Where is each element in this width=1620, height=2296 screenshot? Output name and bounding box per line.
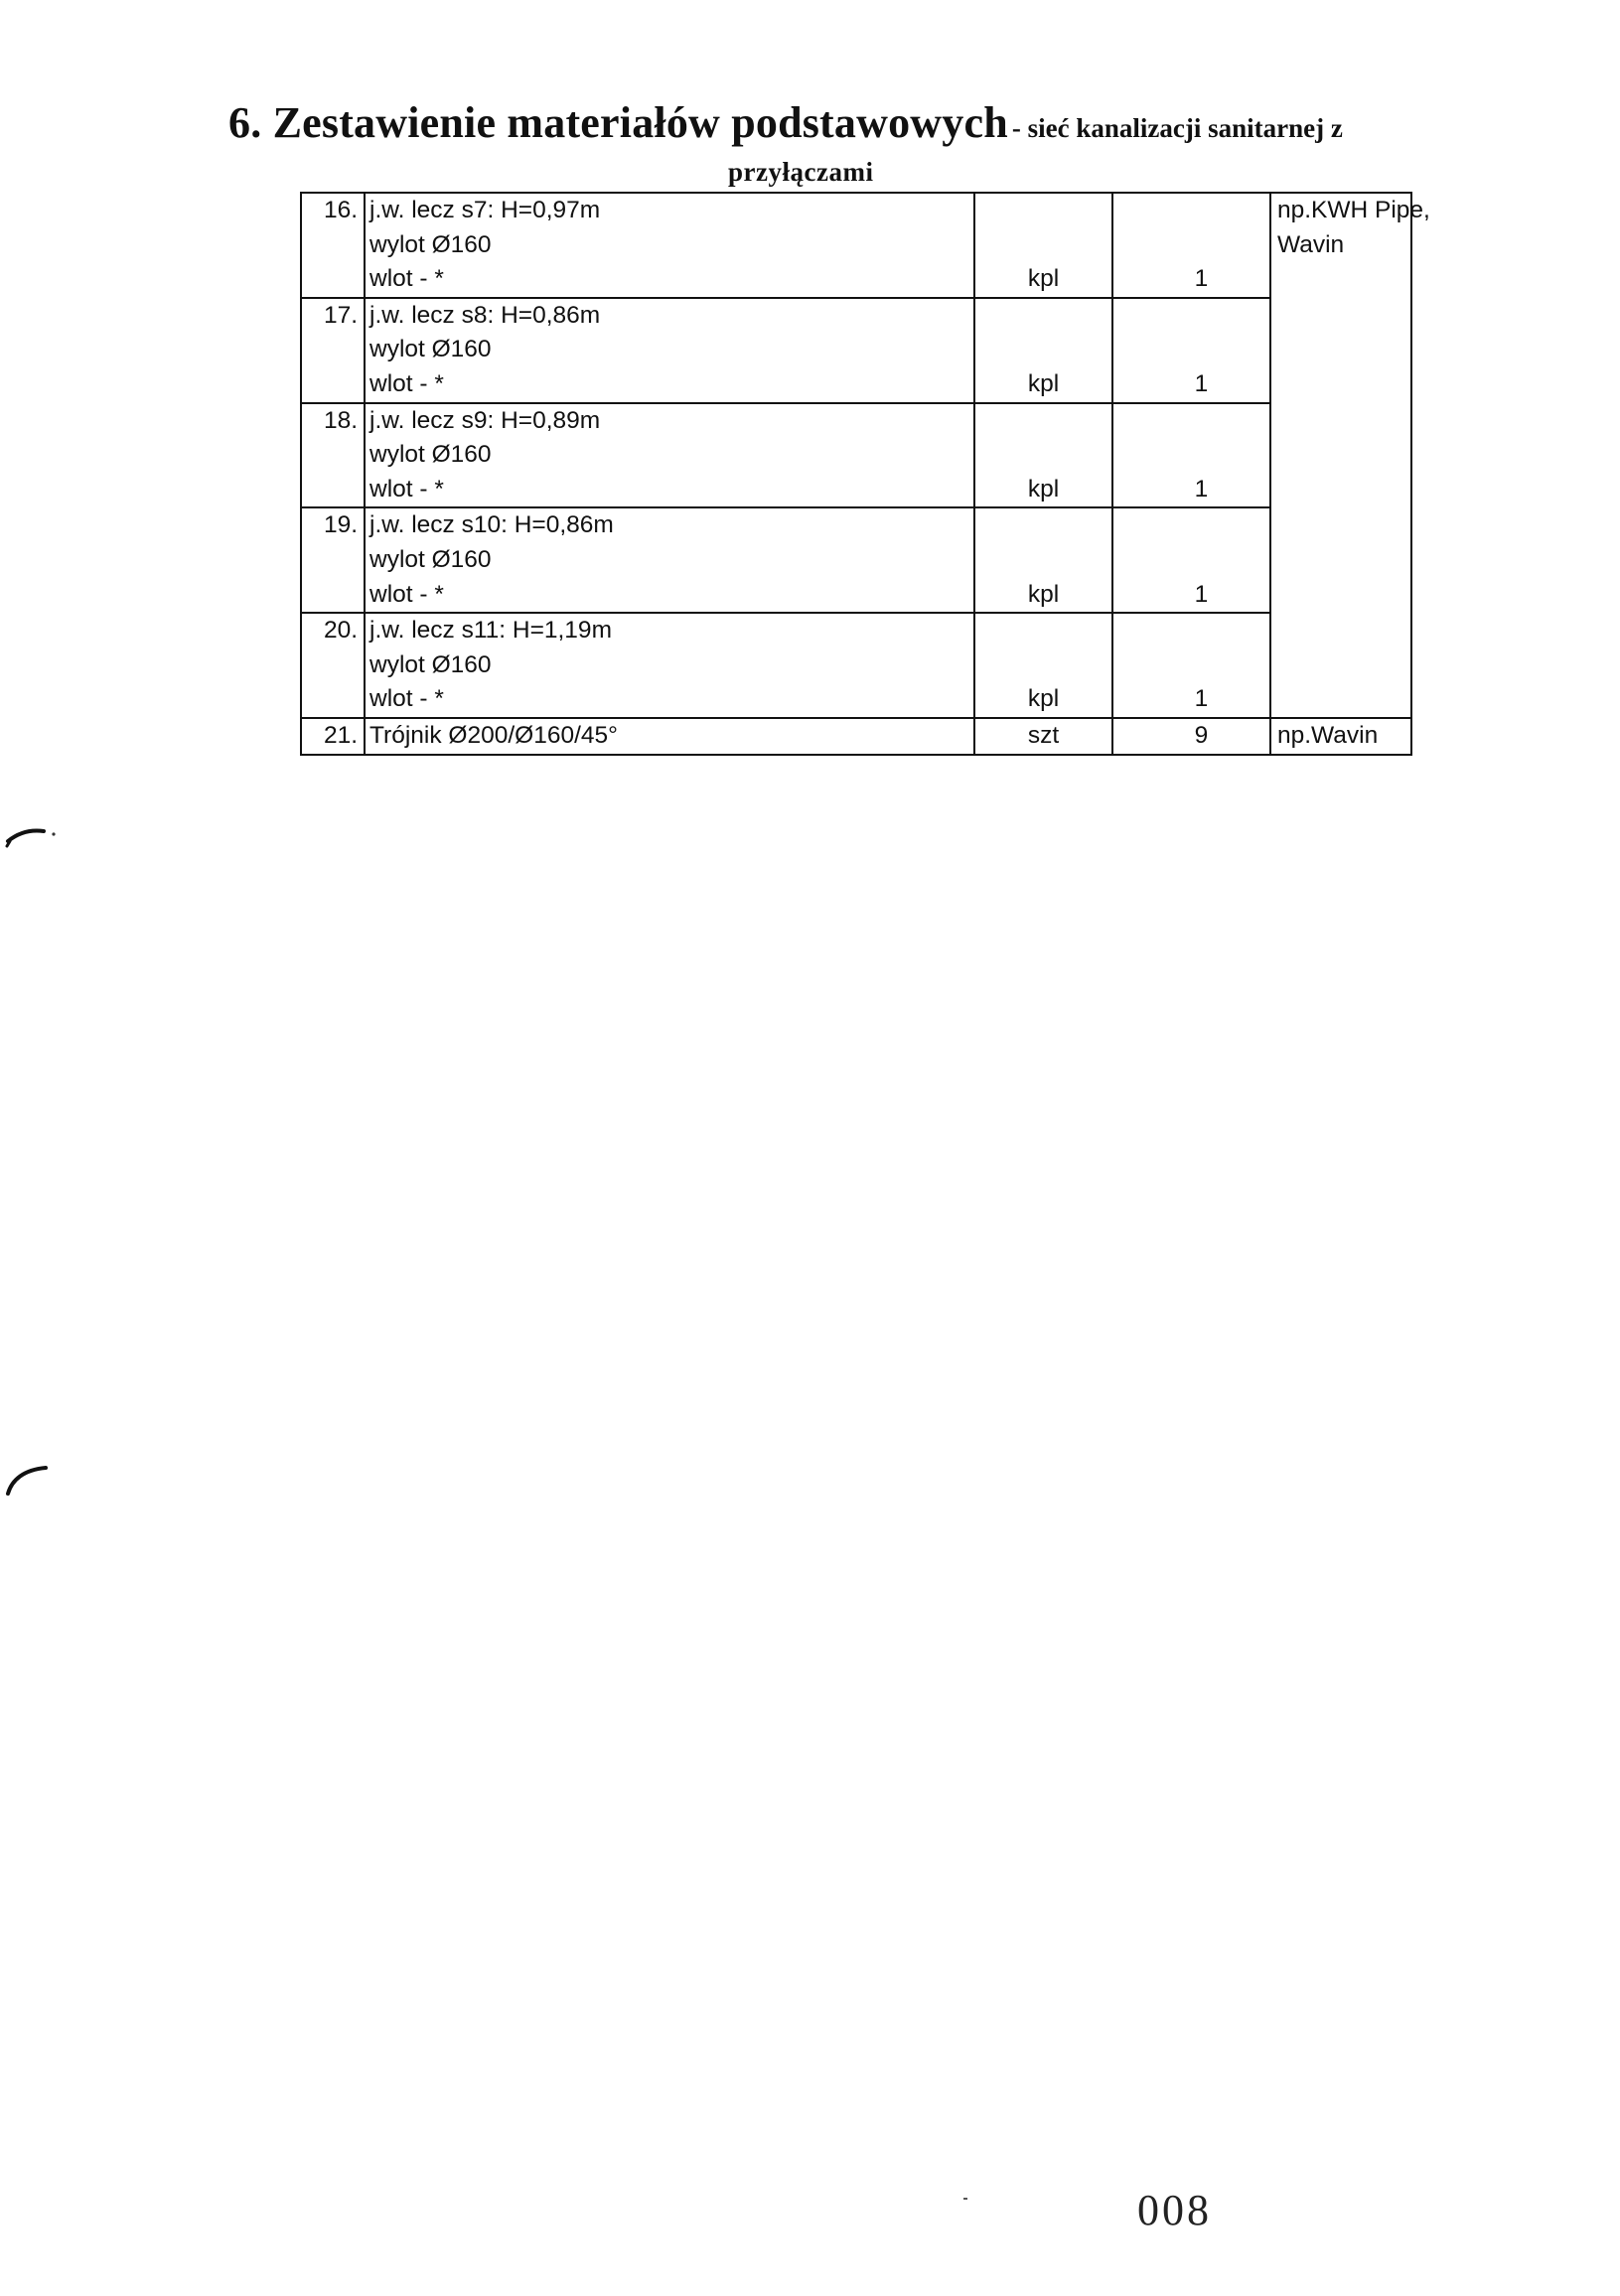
row-quantity: 1 bbox=[1112, 613, 1270, 718]
description-line: Trójnik Ø200/Ø160/45° bbox=[369, 721, 618, 749]
row-unit: kpl bbox=[974, 193, 1112, 298]
description-line: wlot - * bbox=[369, 369, 444, 397]
materials-table bbox=[300, 192, 1430, 756]
row-description bbox=[365, 718, 974, 755]
row-number: 20. bbox=[301, 613, 365, 718]
row-description bbox=[365, 298, 974, 403]
scan-mark bbox=[2, 1450, 56, 1500]
row-description bbox=[365, 507, 974, 613]
row-number: 18. bbox=[301, 403, 365, 508]
note-line: Wavin bbox=[1277, 230, 1345, 258]
table-row bbox=[301, 298, 1411, 403]
page-number: 008 bbox=[1137, 2186, 1212, 2234]
section-subtitle: - sieć kanalizacji sanitarnej z bbox=[1011, 113, 1343, 143]
row-number: 16. bbox=[301, 193, 365, 298]
table-row bbox=[301, 193, 1411, 298]
description-line: j.w. lecz s9: H=0,89m bbox=[369, 406, 601, 434]
description-line: wylot Ø160 bbox=[369, 650, 492, 678]
row-unit: kpl bbox=[974, 403, 1112, 508]
scan-speck bbox=[963, 2198, 967, 2200]
row-quantity: 9 bbox=[1112, 718, 1270, 755]
row-description bbox=[365, 613, 974, 718]
description-line: wylot Ø160 bbox=[369, 545, 492, 573]
row-note-group bbox=[1270, 193, 1430, 718]
row-quantity: 1 bbox=[1112, 298, 1270, 403]
table-row bbox=[301, 718, 1411, 755]
row-number: 17. bbox=[301, 298, 365, 403]
description-line: j.w. lecz s8: H=0,86m bbox=[369, 301, 601, 329]
row-number: 21. bbox=[301, 718, 365, 755]
description-line: wlot - * bbox=[369, 265, 444, 293]
row-unit: kpl bbox=[974, 613, 1112, 718]
row-unit: kpl bbox=[974, 298, 1112, 403]
row-note: np.Wavin bbox=[1270, 718, 1411, 755]
description-line: j.w. lecz s10: H=0,86m bbox=[369, 511, 614, 539]
table-row bbox=[301, 403, 1411, 508]
table-row bbox=[301, 613, 1411, 718]
row-number: 19. bbox=[301, 507, 365, 613]
description-line: wylot Ø160 bbox=[369, 230, 492, 258]
row-unit: szt bbox=[974, 718, 1112, 755]
row-unit: kpl bbox=[974, 507, 1112, 613]
table-row bbox=[301, 507, 1411, 613]
description-line: wylot Ø160 bbox=[369, 336, 492, 363]
description-line: wylot Ø160 bbox=[369, 441, 492, 469]
description-line: j.w. lecz s7: H=0,97m bbox=[369, 197, 601, 223]
row-quantity: 1 bbox=[1112, 403, 1270, 508]
row-description bbox=[365, 193, 974, 298]
section-title: 6. Zestawienie materiałów podstawowych bbox=[228, 98, 1008, 147]
section-heading bbox=[228, 97, 1460, 148]
row-quantity: 1 bbox=[1112, 507, 1270, 613]
scan-mark bbox=[4, 819, 60, 849]
description-line: wlot - * bbox=[369, 580, 444, 608]
description-line: j.w. lecz s11: H=1,19m bbox=[369, 617, 612, 645]
note-line: np.KWH Pipe, bbox=[1277, 197, 1430, 223]
description-line: wlot - * bbox=[369, 685, 444, 713]
description-line: wlot - * bbox=[369, 475, 444, 502]
section-subtitle-continuation: przyłączami bbox=[728, 157, 874, 187]
row-description bbox=[365, 403, 974, 508]
row-quantity: 1 bbox=[1112, 193, 1270, 298]
